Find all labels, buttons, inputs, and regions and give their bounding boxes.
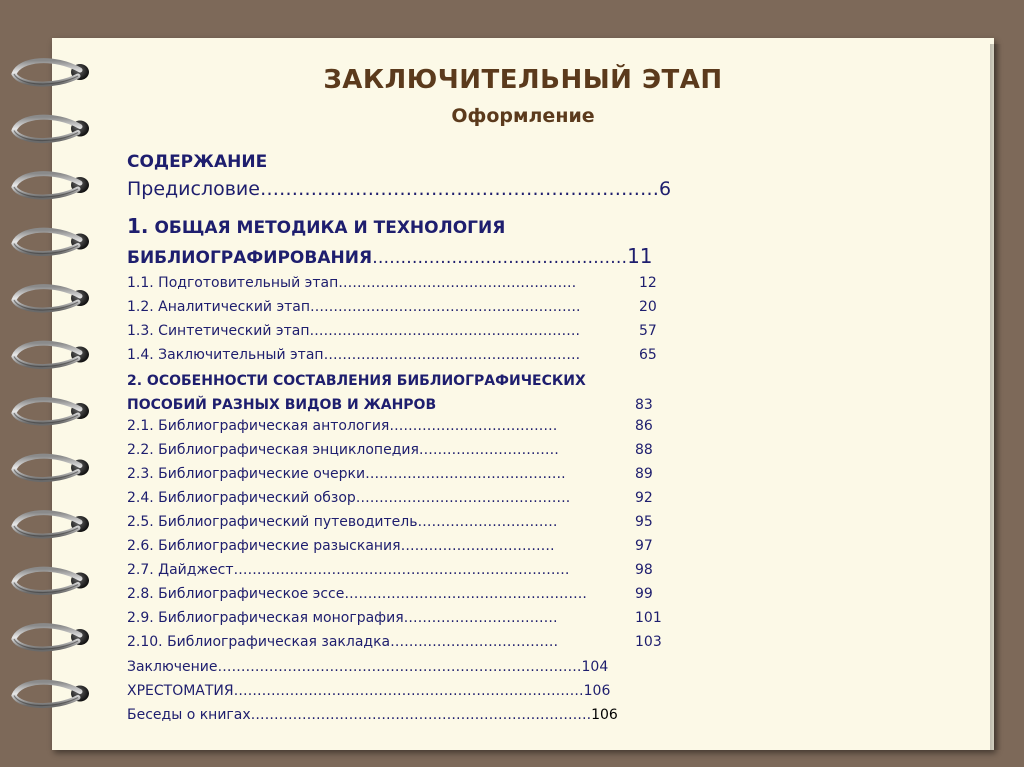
toc-item-label: 2.5. Библиографический путеводитель	[127, 514, 418, 530]
toc-item-dots: …………………………	[417, 514, 558, 530]
toc-item-page: 20	[639, 299, 657, 315]
section-2-page: 83	[635, 397, 653, 413]
toc-item	[127, 634, 662, 650]
toc-item-page: 97	[635, 538, 653, 554]
toc-item-label: 1.1. Подготовительный этап	[127, 275, 339, 291]
page-title: ЗАКЛЮЧИТЕЛЬНЫЙ ЭТАП	[323, 65, 723, 95]
toc-anthology: ХРЕСТОМАТИЯ…………………………………………………………………106	[127, 683, 611, 699]
toc-item	[127, 562, 653, 578]
toc-item-label: 1.2. Аналитический этап	[127, 299, 311, 315]
toc-item-page: 101	[635, 610, 662, 626]
toc-item-page: 86	[635, 418, 653, 434]
toc-item-dots: ……………………………	[400, 538, 555, 554]
toc-item-page: 89	[635, 466, 653, 482]
toc-item-label: 2.2. Библиографическая энциклопедия	[127, 442, 419, 458]
spiral-ring	[14, 343, 80, 366]
toc-item-label: 1.3. Синтетический этап	[127, 323, 310, 339]
toc-item	[127, 323, 657, 339]
section-1-title-cont: БИБЛИОГРАФИРОВАНИЯ………………………………………11	[127, 244, 653, 268]
toc-item-label: 2.7. Дайджест	[127, 562, 234, 578]
toc-item	[127, 442, 653, 458]
toc-item-label: 2.9. Библиографическая монография	[127, 610, 404, 626]
section-2-title: 2. ОСОБЕННОСТИ СОСТАВЛЕНИЯ БИБЛИОГРАФИЧЕСКИХ	[127, 373, 586, 389]
toc-item-dots: ………………………………………………….	[310, 299, 581, 315]
toc-item-page: 65	[639, 347, 657, 363]
toc-item	[127, 418, 653, 434]
toc-item-page: 103	[635, 634, 662, 650]
toc-item-page: 95	[635, 514, 653, 530]
toc-item-dots: ………………………………………………………………	[233, 562, 570, 578]
toc-item	[127, 466, 653, 482]
toc-item	[127, 299, 657, 315]
toc-item-label: 1.4. Заключительный этап	[127, 347, 324, 363]
toc-item	[127, 490, 653, 506]
page-subtitle: Оформление	[451, 105, 595, 127]
toc-item-dots: ……………………………………….	[355, 490, 571, 506]
section-1-title: 1. ОБЩАЯ МЕТОДИКА И ТЕХНОЛОГИЯ	[127, 214, 506, 238]
toc-item-label: 2.4. Библиографический обзор	[127, 490, 356, 506]
spiral-ring	[14, 626, 80, 649]
toc-talks: Беседы о книгах……………………………………………………………….106	[127, 707, 618, 723]
toc-item-dots: ……………………………………………	[338, 275, 577, 291]
spiral-ring	[14, 400, 80, 423]
toc-item	[127, 610, 662, 626]
toc-item	[127, 538, 653, 554]
toc-item-dots: ………………………………	[389, 418, 558, 434]
toc-item-dots: …………………………	[418, 442, 559, 458]
spiral-ring	[14, 230, 80, 253]
section-2-title-cont: ПОСОБИЙ РАЗНЫХ ВИДОВ И ЖАНРОВ	[127, 397, 437, 413]
toc-item	[127, 586, 653, 602]
preface-page: 6	[658, 178, 672, 200]
toc-item	[127, 514, 653, 530]
spiral-ring	[14, 456, 80, 479]
toc-item-page: 98	[635, 562, 653, 578]
toc-item-dots: ………………………………	[390, 634, 559, 650]
spiral-ring	[14, 287, 80, 310]
toc-preface	[127, 178, 671, 200]
toc-item-dots: …………………………………………….	[344, 586, 587, 602]
toc-item-dots: ……………………………………………….	[323, 347, 581, 363]
spiral-ring	[14, 174, 80, 197]
page-shadow	[990, 44, 1002, 750]
toc-item-label: 2.1. Библиографическая антология	[127, 418, 390, 434]
spiral-ring	[14, 513, 80, 536]
toc-conclusion: Заключение……………………………………………………………………104	[127, 659, 609, 675]
toc-item-page: 57	[639, 323, 657, 339]
toc-heading: СОДЕРЖАНИЕ	[127, 152, 268, 172]
spiral-ring	[14, 569, 80, 592]
toc-item-dots: …………………………………….	[365, 466, 566, 482]
toc-item-page: 88	[635, 442, 653, 458]
toc-item	[127, 347, 657, 363]
preface-dots: ………………………………………………………	[259, 178, 659, 200]
toc-item-page: 99	[635, 586, 653, 602]
toc-item-dots: ………………………………………………….	[309, 323, 580, 339]
toc-item-label: 2.10. Библиографическая закладка	[127, 634, 391, 650]
toc-item-label: 2.3. Библиографические очерки	[127, 466, 366, 482]
toc-item-label: 2.6. Библиографические разыскания	[127, 538, 401, 554]
preface-label: Предисловие	[127, 178, 260, 200]
spiral-ring	[14, 682, 80, 705]
toc-item-label: 2.8. Библиографическое эссе	[127, 586, 345, 602]
toc-item-dots: ……………………………	[403, 610, 558, 626]
toc-item-page: 92	[635, 490, 653, 506]
toc-item-page: 12	[639, 275, 657, 291]
toc-item	[127, 275, 657, 291]
